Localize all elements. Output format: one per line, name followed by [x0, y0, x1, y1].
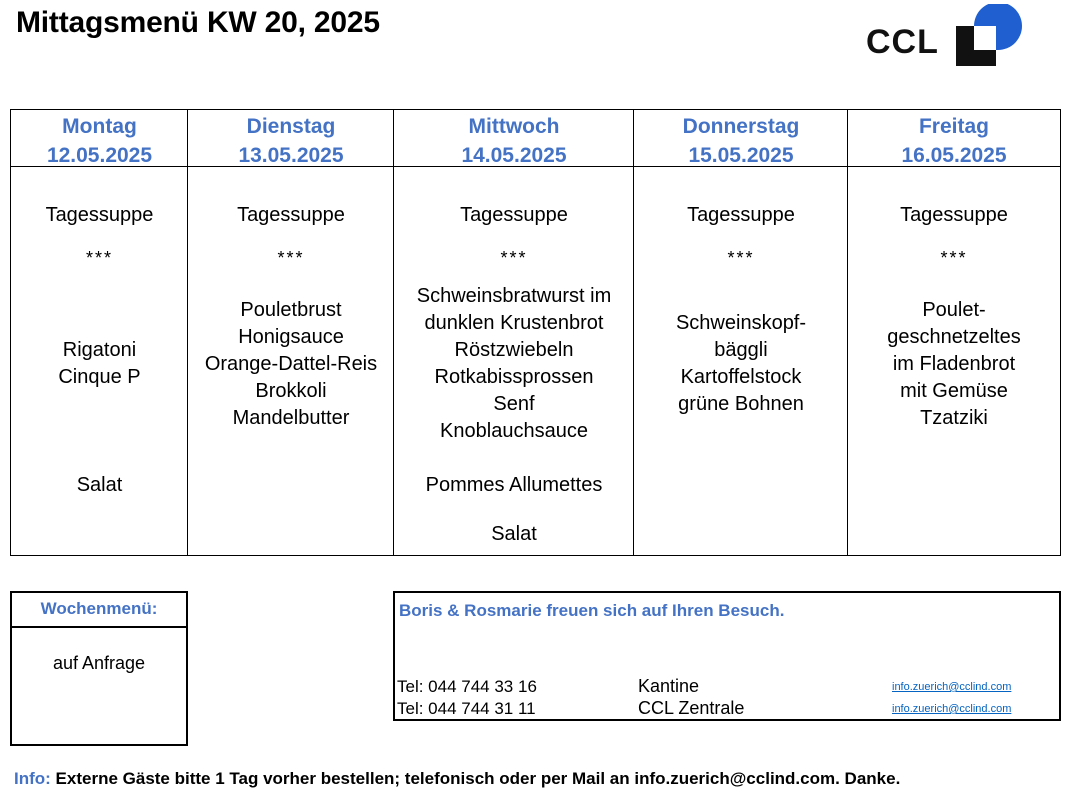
main-line: Orange-Dattel-Reis	[204, 353, 378, 375]
soup: Tagessuppe	[45, 204, 154, 226]
day-header	[188, 110, 394, 167]
main-line: Honigsauce	[238, 326, 344, 348]
contact-box	[393, 591, 1061, 721]
phone-number: Tel: 044 744 33 16	[397, 677, 537, 696]
day-date: 16.05.2025	[901, 144, 1007, 167]
main-line: bäggli	[714, 339, 768, 361]
day-name: Mittwoch	[468, 115, 560, 138]
main-line: Cinque P	[58, 366, 141, 388]
page-title: Mittagsmenü KW 20, 2025	[16, 6, 380, 39]
main-line: geschnetzeltes	[887, 326, 1021, 348]
main-line: Senf	[493, 393, 535, 415]
main-line: Schweinsbratwurst im	[416, 285, 612, 307]
main-line: Pouletbrust	[240, 299, 342, 321]
day-date: 13.05.2025	[238, 144, 344, 167]
side-line: Salat	[76, 474, 123, 496]
main-line: im Fladenbrot	[892, 353, 1016, 375]
day-column-wednesday	[393, 110, 634, 555]
separator: ***	[940, 248, 968, 268]
logo-text: CCL	[866, 23, 939, 61]
day-column-monday	[11, 110, 188, 555]
soup: Tagessuppe	[237, 204, 345, 226]
wochenmenu-label: Wochenmenü:	[12, 593, 186, 628]
soup: Tagessuppe	[900, 204, 1008, 226]
main-line: Röstzwiebeln	[454, 339, 574, 361]
separator: ***	[277, 248, 305, 268]
main-line: dunklen Krustenbrot	[424, 312, 604, 334]
day-column-thursday	[633, 110, 848, 555]
day-name: Dienstag	[246, 115, 336, 138]
greeting-text: Boris & Rosmarie freuen sich auf Ihren Besuch.	[399, 601, 785, 620]
info-line	[14, 769, 900, 789]
side-line: Pommes Allumettes	[425, 474, 603, 496]
side-line: Salat	[491, 523, 537, 545]
separator: ***	[727, 248, 755, 268]
main-line: Mandelbutter	[232, 407, 350, 429]
email-link[interactable]: info.zuerich@cclind.com	[892, 703, 1012, 715]
main-line: Rigatoni	[62, 339, 137, 361]
day-name: Freitag	[918, 115, 989, 138]
soup: Tagessuppe	[460, 204, 568, 226]
main-line: Kartoffelstock	[680, 366, 802, 388]
main-line: mit Gemüse	[900, 380, 1008, 402]
day-header	[634, 110, 848, 167]
main-line: grüne Bohnen	[678, 393, 804, 415]
day-header	[848, 110, 1060, 167]
day-header	[11, 110, 188, 167]
separator: ***	[85, 248, 113, 268]
main-line: Poulet-	[922, 299, 986, 321]
location-label: Kantine	[638, 676, 700, 696]
day-date: 14.05.2025	[461, 144, 567, 167]
info-text: Externe Gäste bitte 1 Tag vorher bestellen; telefonisch oder per Mail an info.zuerich@cclind.com. Danke.	[50, 769, 901, 788]
day-date: 15.05.2025	[688, 144, 794, 167]
day-date: 12.05.2025	[46, 144, 153, 167]
menu-table	[10, 109, 1061, 556]
wochenmenu-box	[10, 591, 188, 746]
email-link[interactable]: info.zuerich@cclind.com	[892, 681, 1012, 693]
day-column-tuesday	[187, 110, 394, 555]
main-line: Tzatziki	[920, 407, 988, 429]
soup: Tagessuppe	[687, 204, 795, 226]
info-label: Info:	[14, 769, 51, 788]
main-line: Schweinskopf-	[675, 312, 807, 334]
day-name: Montag	[62, 115, 137, 138]
day-header	[394, 110, 634, 167]
day-name: Donnerstag	[682, 115, 800, 138]
main-line: Brokkoli	[255, 380, 327, 402]
main-line: Rotkabissprossen	[434, 366, 594, 388]
ccl-logo	[866, 4, 1026, 68]
day-column-friday	[847, 110, 1060, 555]
main-line: Knoblauchsauce	[440, 420, 588, 442]
phone-number: Tel: 044 744 31 11	[397, 699, 536, 718]
location-label: CCL Zentrale	[638, 698, 745, 718]
wochenmenu-value: auf Anfrage	[52, 653, 146, 673]
separator: ***	[500, 248, 528, 268]
